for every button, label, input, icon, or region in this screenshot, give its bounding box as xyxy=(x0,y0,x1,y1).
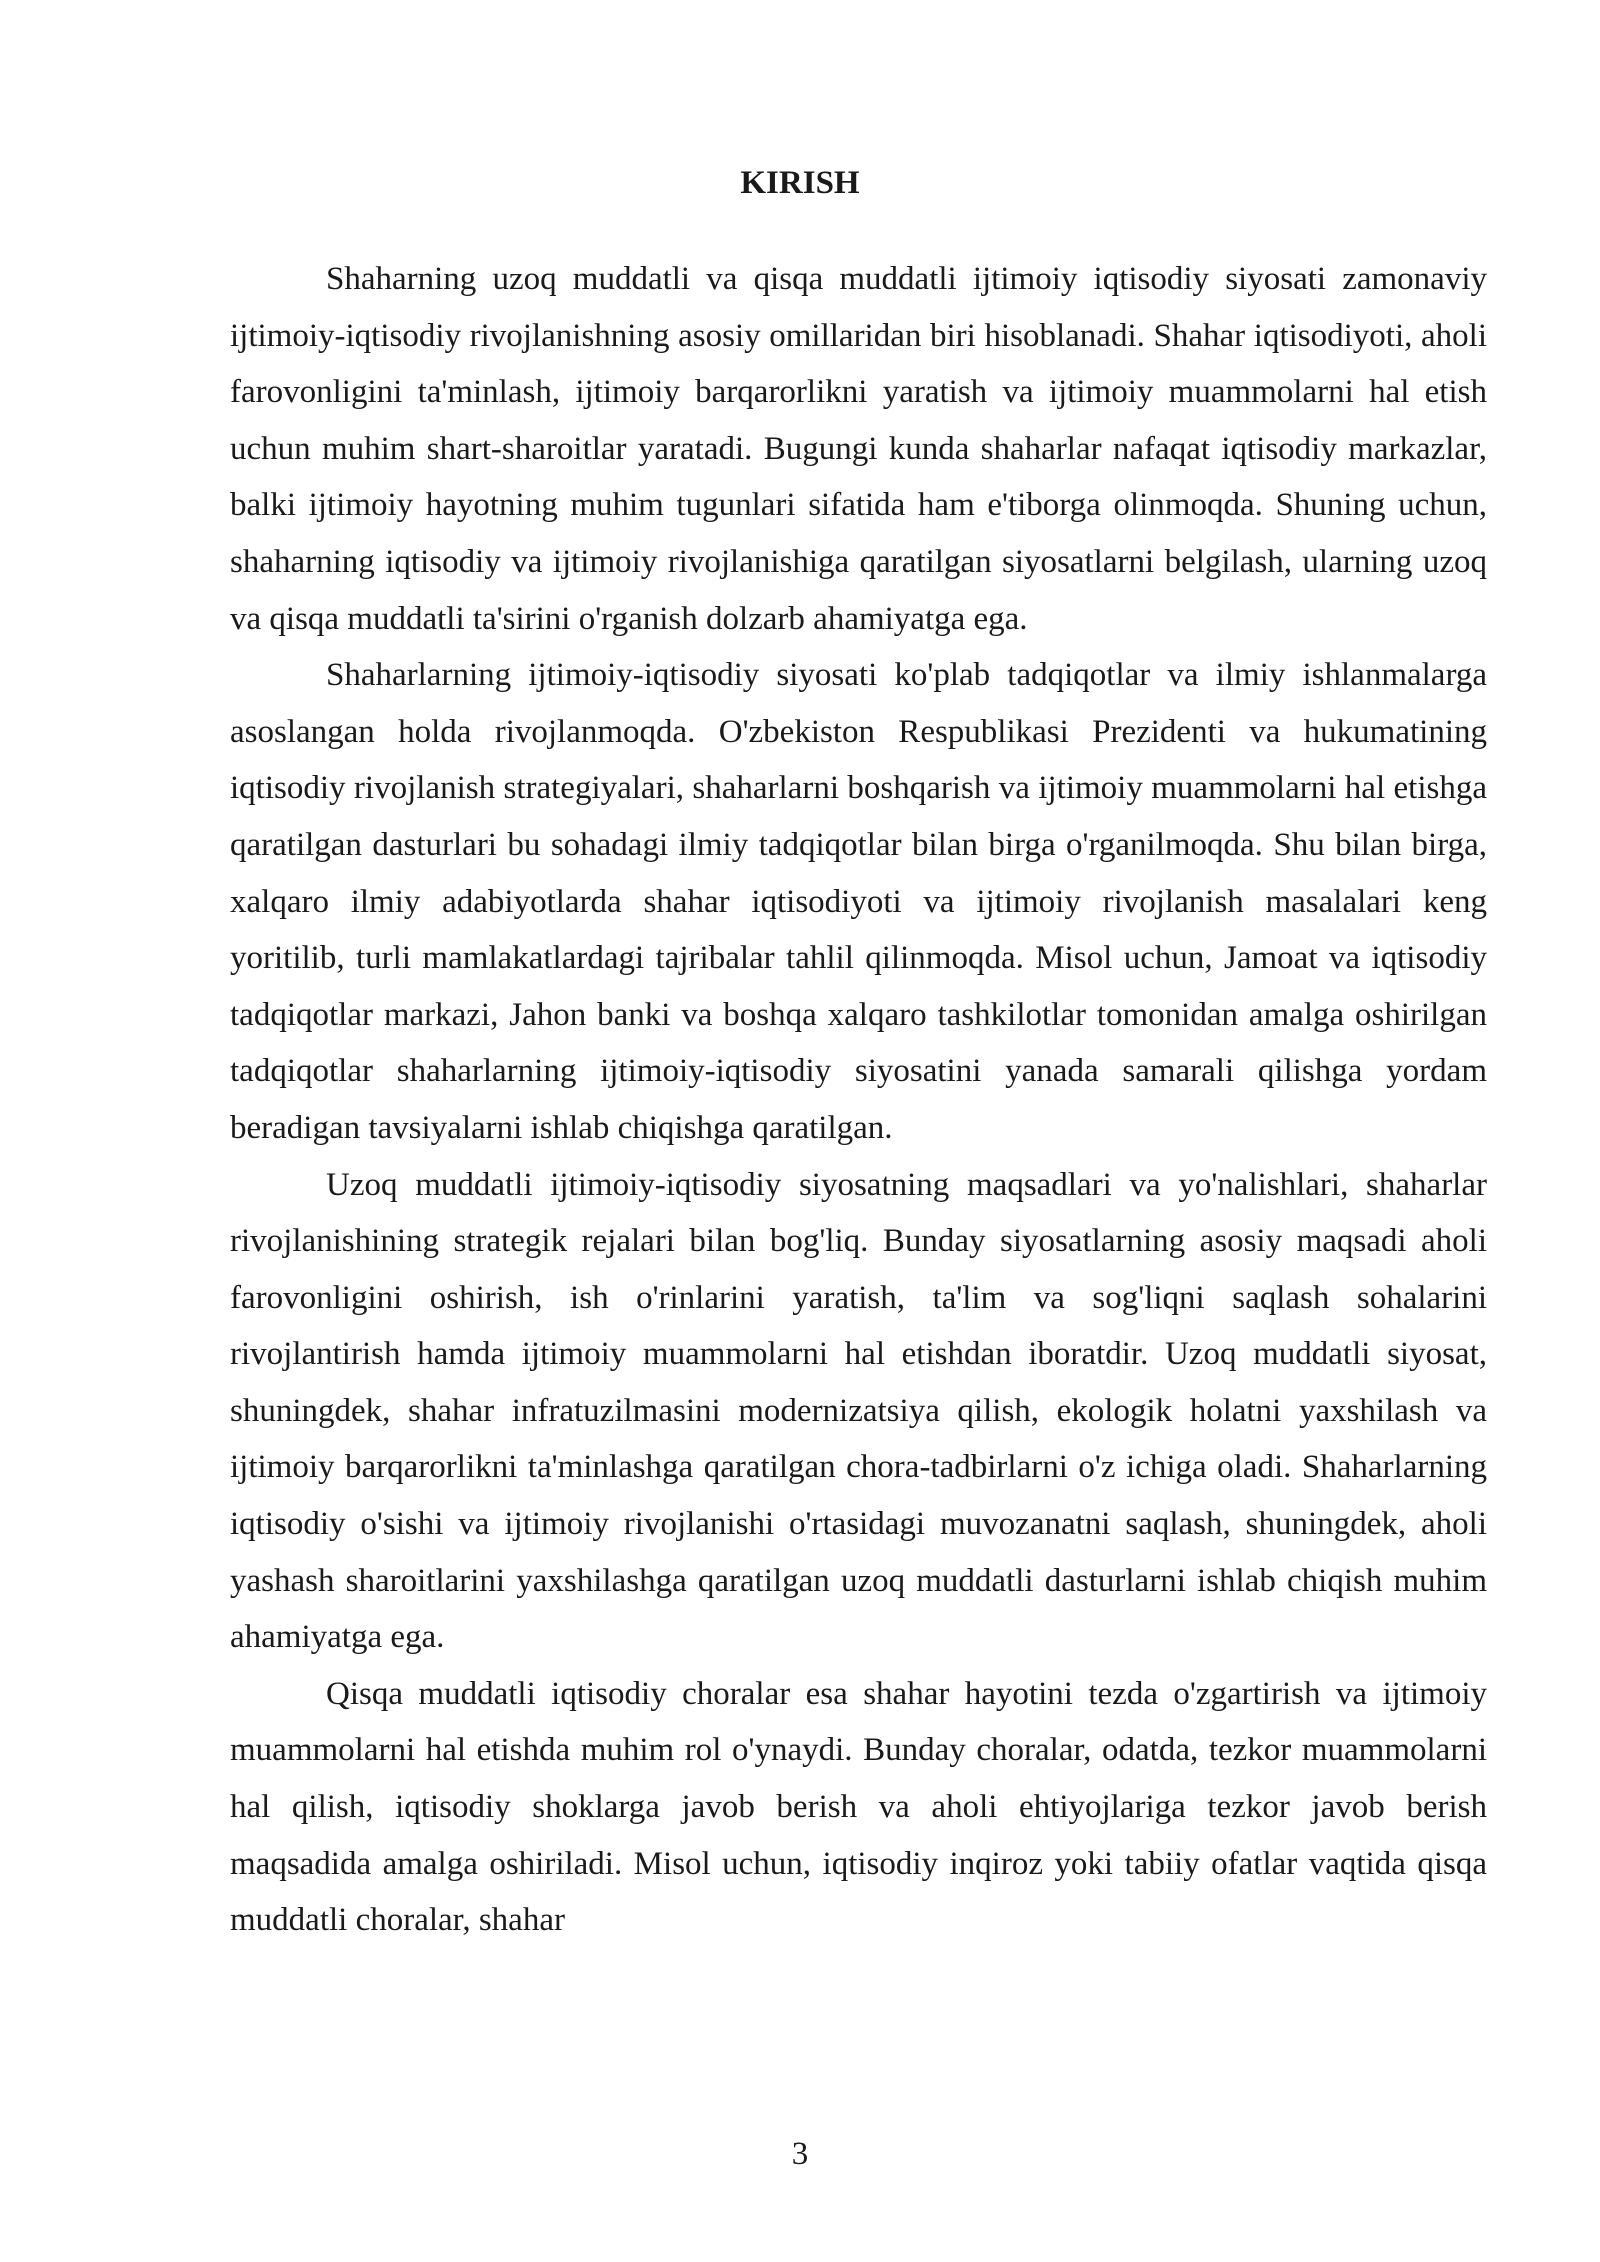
paragraph-3: Uzoq muddatli ijtimoiy-iqtisodiy siyosatning maqsadlari va yo'nalishlari, shaharlar rivojlanishining strategik rejalari bilan bog'liq. Bunday siyosatlarning asosiy maqsadi aholi farovonligini oshirish, ish o'rinlarini yaratish, ta'lim va sog'liqni saqlash sohalarini rivojlantirish hamda ijtimoiy muammolarni hal etishdan iboratdir. Uzoq muddatli siyosat, shuningdek, shahar infratuzilmasini modernizatsiya qilish, ekologik holatni yaxshilash va ijtimoiy barqarorlikni ta'minlashga qaratilgan chora-tadbirlarni o'z ichiga oladi. Shaharlarning iqtisodiy o'sishi va ijtimoiy rivojlanishi o'rtasidagi muvozanatni saqlash, shuningdek, aholi yashash sharoitlarini yaxshilashga qaratilgan uzoq muddatli dasturlarni ishlab chiqish muhim ahamiyatga ega. xyxy=(230,1166,1487,1656)
section-heading: KIRISH xyxy=(740,165,860,201)
paragraph-4: Qisqa muddatli iqtisodiy choralar esa shahar hayotini tezda o'zgartirish va ijtimoiy muammolarni hal etishda muhim rol o'ynaydi. Bunday choralar, odatda, tezkor muammolarni hal qilish, iqtisodiy shoklarga javob berish va aholi ehtiyojlariga tezkor javob berish maqsadida amalga oshiriladi. Misol uchun, iqtisodiy inqiroz yoki tabiiy ofatlar vaqtida qisqa muddatli choralar, shahar xyxy=(230,1675,1487,1939)
page-number: 3 xyxy=(791,2136,809,2172)
body-text xyxy=(230,251,1487,1949)
paragraph-1: Shaharning uzoq muddatli va qisqa muddatli ijtimoiy iqtisodiy siyosati zamonaviy ijtimoiy-iqtisodiy rivojlanishning asosiy omillaridan biri hisoblanadi. Shahar iqtisodiyoti, aholi farovonligini ta'minlash, ijtimoiy barqarorlikni yaratish va ijtimoiy muammolarni hal etish uchun muhim shart-sharoitlar yaratadi. Bugungi kunda shaharlar nafaqat iqtisodiy markazlar, balki ijtimoiy hayotning muhim tugunlari sifatida ham e'tiborga olinmoqda. Shuning uchun, shaharning iqtisodiy va ijtimoiy rivojlanishiga qaratilgan siyosatlarni belgilash, ularning uzoq va qisqa muddatli ta'sirini o'rganish dolzarb ahamiyatga ega. xyxy=(230,261,1487,637)
paragraph-2: Shaharlarning ijtimoiy-iqtisodiy siyosati ko'plab tadqiqotlar va ilmiy ishlanmalarga asoslangan holda rivojlanmoqda. O'zbekiston Respublikasi Prezidenti va hukumatining iqtisodiy rivojlanish strategiyalari, shaharlarni boshqarish va ijtimoiy muammolarni hal etishga qaratilgan dasturlari bu sohadagi ilmiy tadqiqotlar bilan birga o'rganilmoqda. Shu bilan birga, xalqaro ilmiy adabiyotlarda shahar iqtisodiyoti va ijtimoiy rivojlanish masalalari keng yoritilib, turli mamlakatlardagi tajribalar tahlil qilinmoqda. Misol uchun, Jamoat va iqtisodiy tadqiqotlar markazi, Jahon banki va boshqa xalqaro tashkilotlar tomonidan amalga oshirilgan tadqiqotlar shaharlarning ijtimoiy-iqtisodiy siyosatini yanada samarali qilishga yordam beradigan tavsiyalarni ishlab chiqishga qaratilgan. xyxy=(230,657,1487,1146)
